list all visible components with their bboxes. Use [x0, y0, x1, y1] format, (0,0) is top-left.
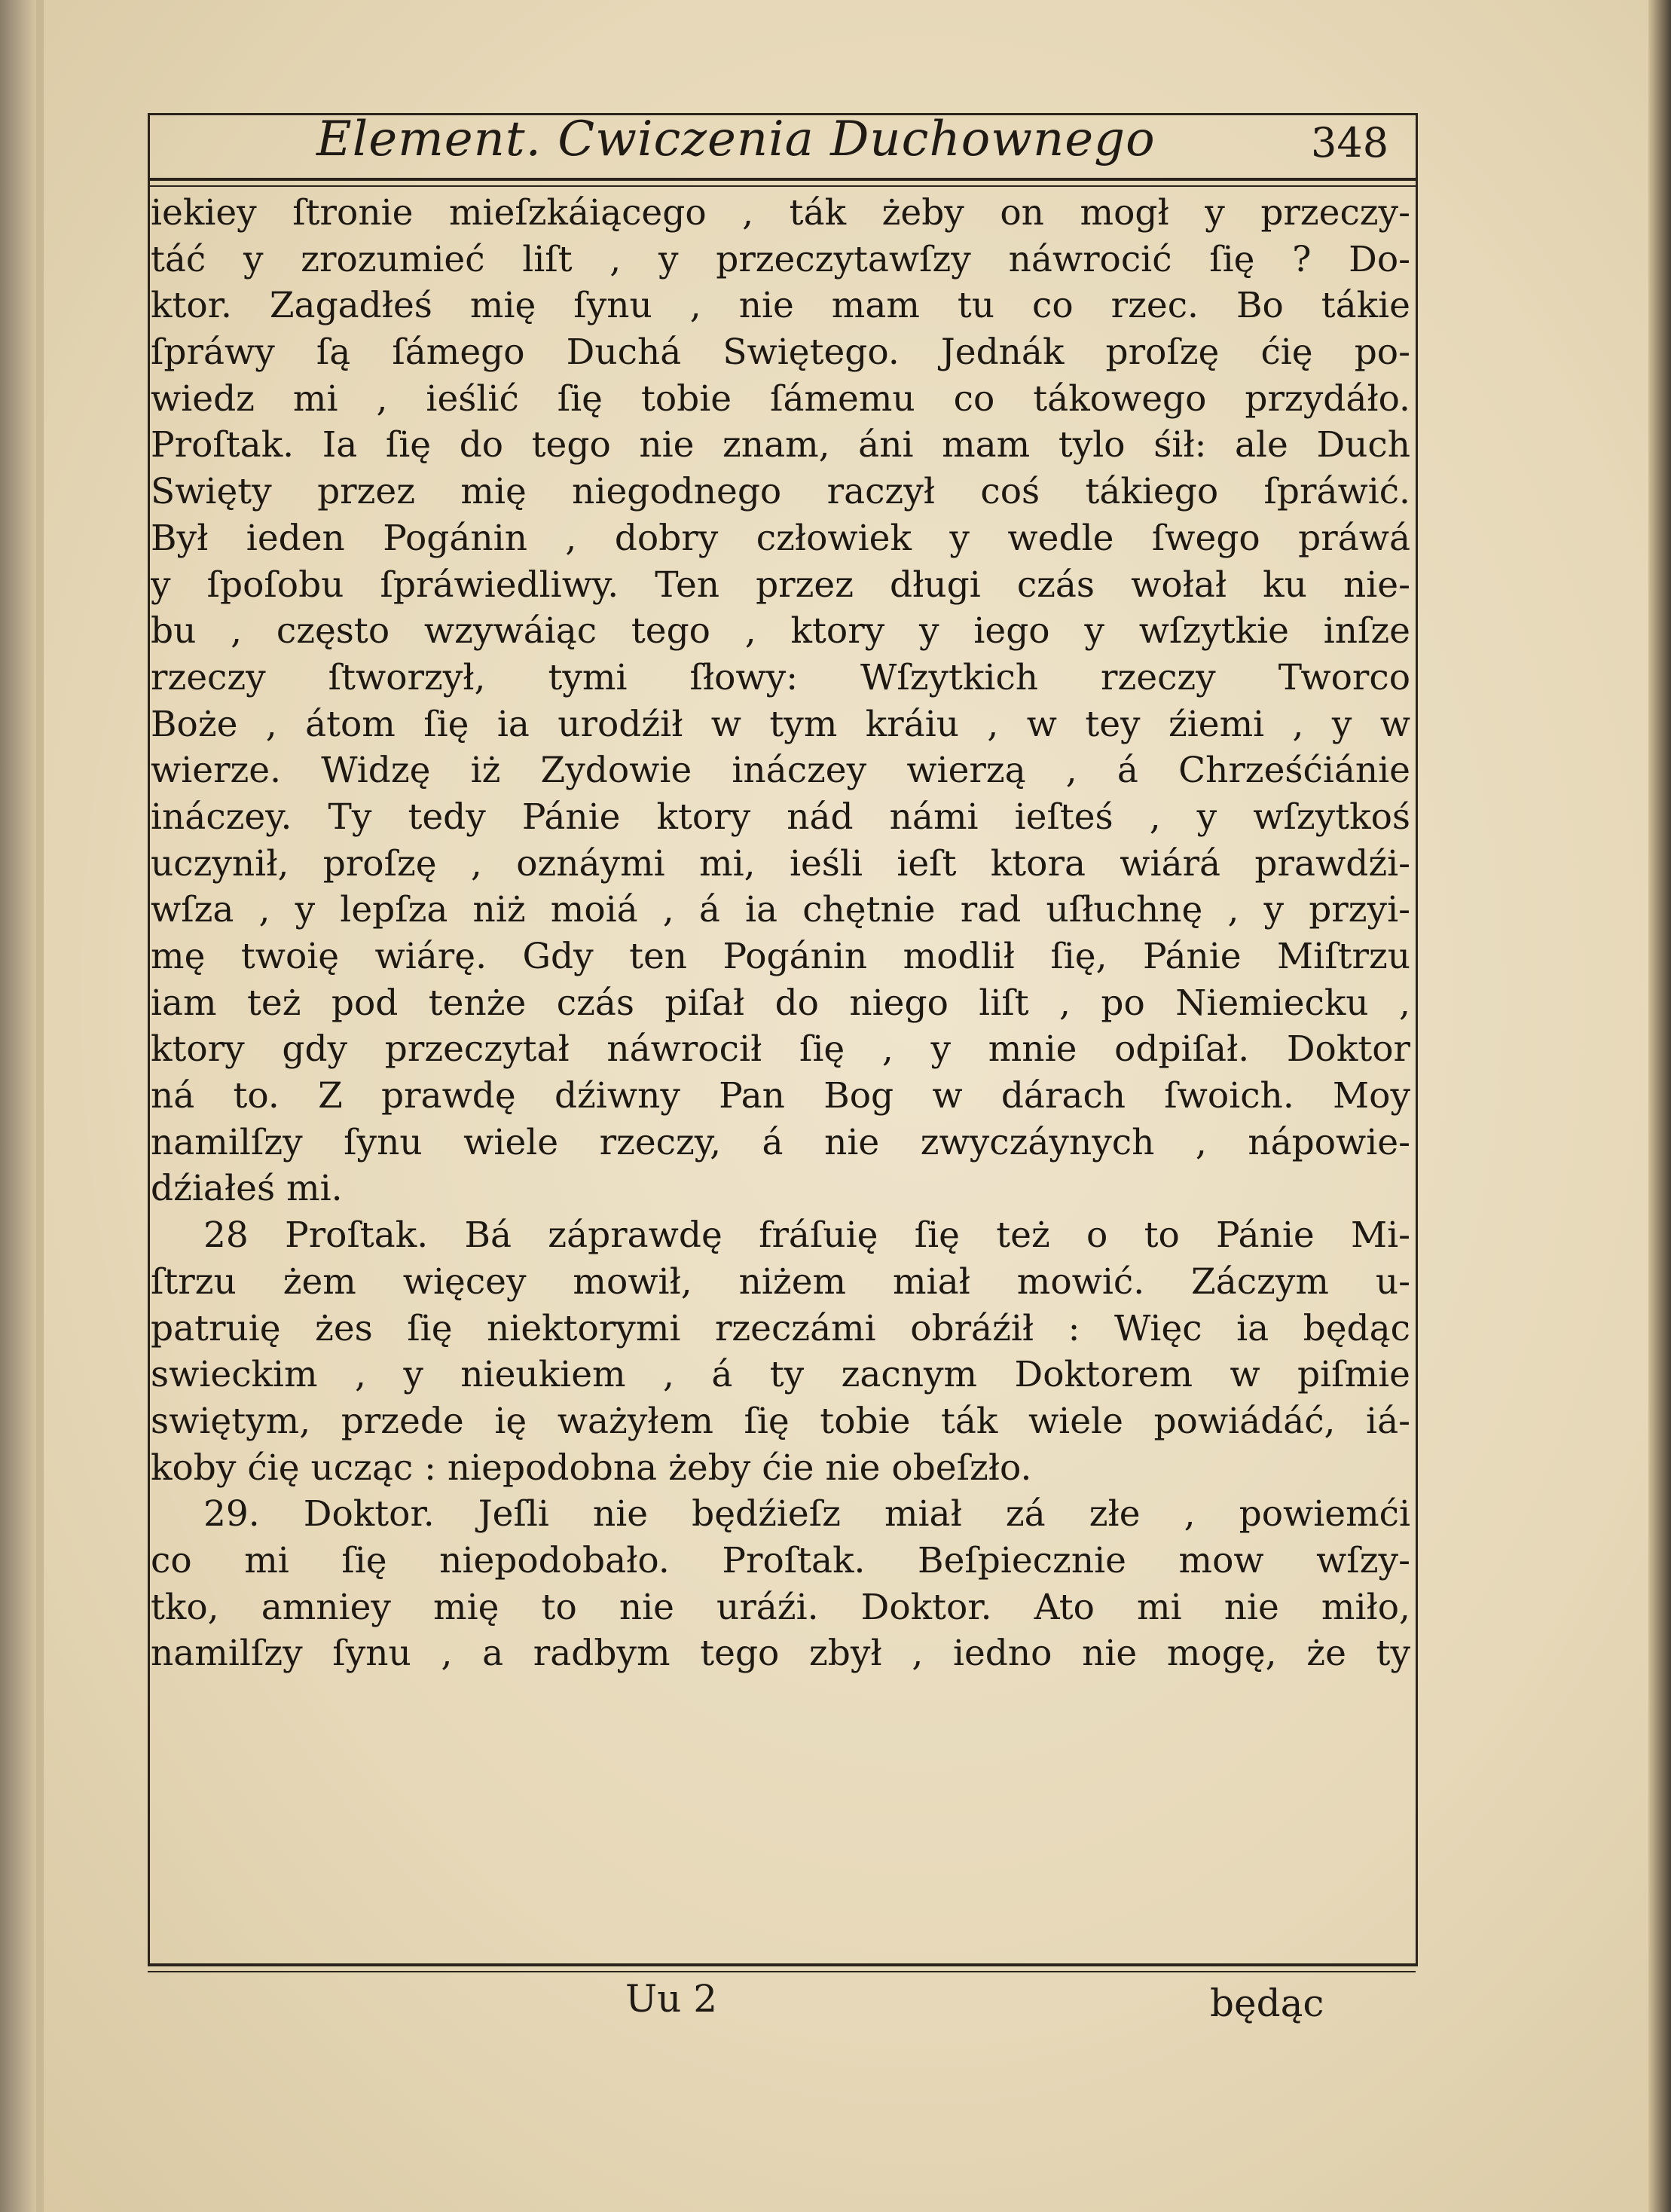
- text-line: ktor. Zagadłeś mię ſynu , nie mam tu co rzec. Bo tákie: [151, 285, 1410, 327]
- body-text: [151, 190, 1410, 1677]
- text-line: 28 Proſtak. Bá záprawdę fráſuię ſię też o to Pánie Mi-: [203, 1214, 1410, 1257]
- text-line: y ſpoſobu ſpráwiedliwy. Ten przez długi czás wołał ku nie-: [151, 564, 1410, 606]
- page-edge-right: [1648, 0, 1671, 2212]
- text-line: ſpráwy ſą ſámego Duchá Swiętego. Jednák proſzę ćię po-: [151, 331, 1410, 374]
- header-rule-bottom-thin: [148, 185, 1416, 187]
- page-edge-left: [36, 0, 44, 2212]
- text-line: dźiałeś mi.: [151, 1168, 343, 1210]
- book-binding: [0, 0, 36, 2212]
- text-line: ſtrzu żem więcey mowił, niżem miał mowić. Záczym u-: [151, 1260, 1410, 1303]
- text-line: wierze. Widzę iż Zydowie ináczey wierzą , á Chrześćiánie: [151, 750, 1410, 792]
- text-line: swieckim , y nieukiem , á ty zacnym Doktorem w piſmie: [151, 1354, 1410, 1396]
- text-line: tko, amniey mię to nie uráźi. Doktor. Ato mi nie miło,: [151, 1586, 1410, 1628]
- text-line: Proſtak. Ia ſię do tego nie znam, áni mam tylo śił: ale Duch: [151, 424, 1410, 466]
- text-line: ktory gdy przeczytał náwrocił ſię , y mnie odpiſał. Doktor: [151, 1028, 1410, 1071]
- text-line: 29. Doktor. Jeſli nie będźieſz miał zá złe , powiemći: [203, 1493, 1410, 1535]
- page-number: 348: [1311, 119, 1389, 167]
- text-line: ná to. Z prawdę dźiwny Pan Bog w dárach ſwoich. Moy: [151, 1075, 1410, 1117]
- text-line: patruię żes ſię niektorymi rzeczámi obráźił : Więc ia będąc: [151, 1307, 1410, 1349]
- text-line: mę twoię wiárę. Gdy ten Pogánin modlił ſię, Pánie Miſtrzu: [151, 936, 1410, 977]
- text-line: táć y zrozumieć liſt , y przeczytawſzy náwrocić ſię ? Do-: [151, 238, 1410, 280]
- text-line: Swięty przez mię niegodnego raczył coś tákiego ſpráwić.: [151, 471, 1410, 513]
- header-rule-bottom-thick: [148, 178, 1416, 181]
- signature-mark: Uu 2: [625, 1977, 718, 2021]
- text-line: rzeczy ſtworzył, tymi ſłowy: Wſzytkich rzeczy Tworco: [151, 656, 1410, 698]
- text-line: namilſzy ſynu , a radbym tego zbył , iedno nie mogę, że ty: [151, 1633, 1410, 1675]
- text-line: uczynił, proſzę , oznáymi mi, ieśli ieſt ktora wiárá prawdźi-: [151, 842, 1410, 884]
- text-line: swiętym, przede ię ważyłem ſię tobie ták wiele powiádáć, iá-: [151, 1400, 1410, 1442]
- text-line: wiedz mi , ieślić ſię tobie ſámemu co tákowego przydáło.: [151, 377, 1410, 420]
- text-line: namilſzy ſynu wiele rzeczy, á nie zwyczáynych , nápowie-: [151, 1121, 1410, 1163]
- catchword: będąc: [1210, 1981, 1324, 2025]
- footer-rule-thin: [148, 1971, 1416, 1972]
- text-line: koby ćię ucząc : niepodobna żeby ćie nie obeſzło.: [151, 1447, 1032, 1489]
- text-line: bu , często wzywáiąc tego , ktory y iego y wſzytkie inſze: [151, 610, 1410, 652]
- text-line: iekiey ſtronie mieſzkáiącego , ták żeby on mogł y przeczy-: [151, 192, 1410, 234]
- text-line: Boże , átom ſię ia urodźił w tym kráiu , w tey źiemi , y w: [151, 703, 1410, 745]
- text-line: wſza , y lepſza niż moiá , á ia chętnie rad uſłuchnę , y przyi-: [151, 889, 1410, 931]
- running-title: Element. Cwiczenia Duchownego: [316, 112, 1156, 167]
- text-line: Był ieden Pogánin , dobry człowiek y wedle ſwego práwá: [151, 517, 1410, 559]
- text-line: iam też pod tenże czás piſał do niego liſt , po Niemiecku ,: [151, 982, 1410, 1024]
- footer-rule-thick: [148, 1963, 1416, 1966]
- text-line: co mi ſię niepodobało. Proſtak. Beſpiecznie mow wſzy-: [151, 1539, 1410, 1581]
- text-line: ináczey. Ty tedy Pánie ktory nád námi ieſteś , y wſzytkoś: [151, 796, 1410, 838]
